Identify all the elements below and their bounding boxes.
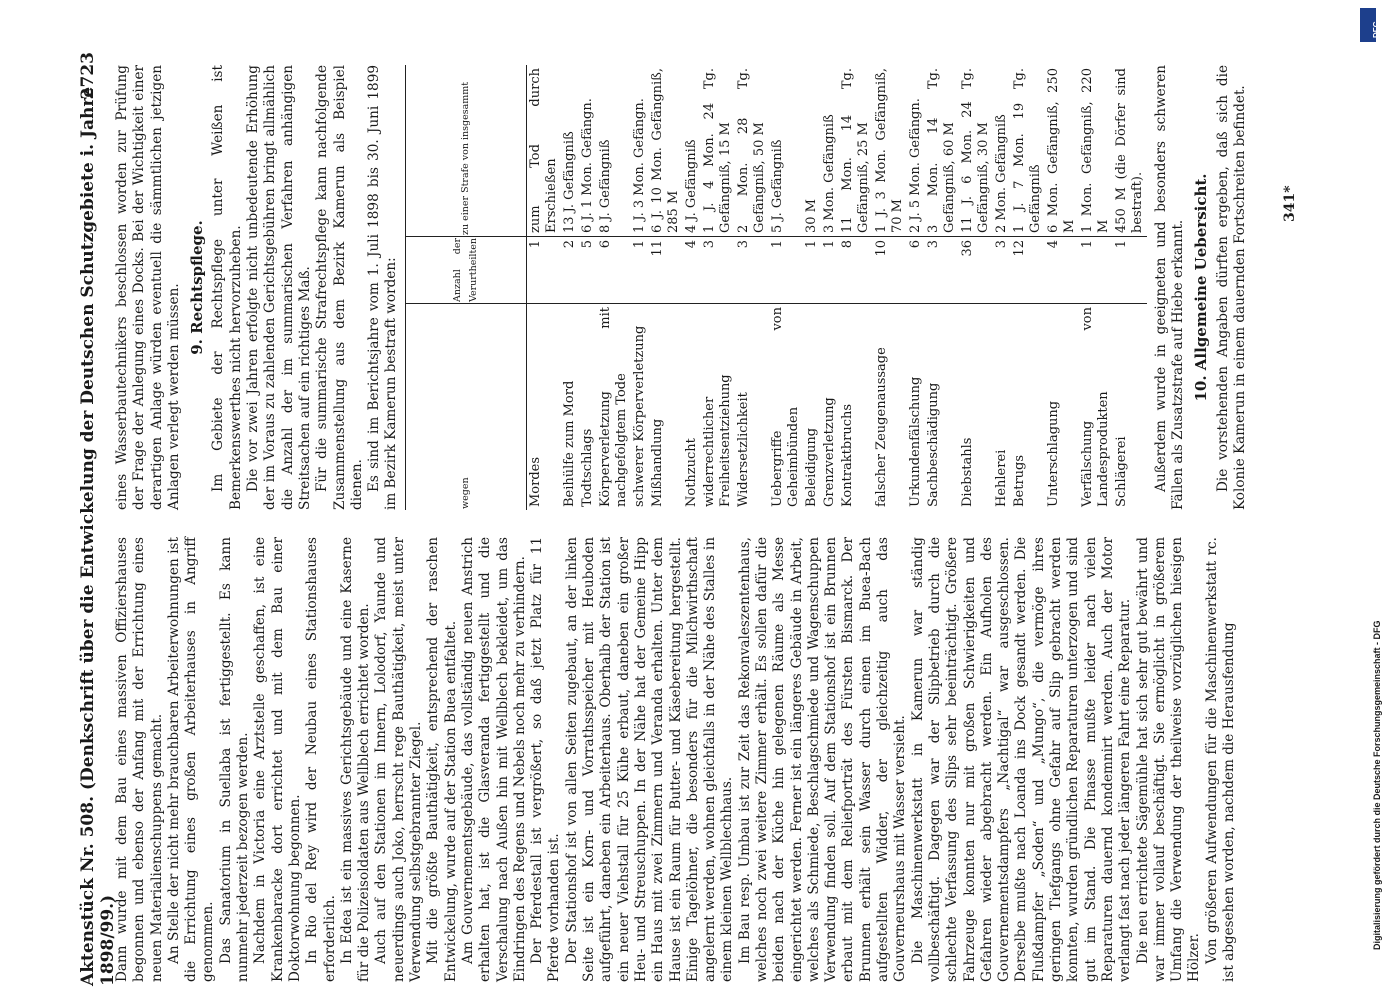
table-cell: 2 J. 5 Mon. Gefängn. [907,98,923,233]
table-row [701,65,735,510]
table-row [597,65,631,510]
paragraph: Das Sanatorium in Suellaba ist fertiggestellt. Es kann nunmehr jederzeit bezogen werden. [217,537,252,982]
paragraph: Dann wurde mit dem Bau eines massiven Offiziershauses begonnen und ebenso der Anfang mit der Errichtung eines neuen Materialienschuppens gemacht. [114,537,165,982]
paragraph: Mit die größte Bauthätigkeit, entsprechend der raschen Entwickelung, wurde auf der Station Buea entfaltet. [425,537,459,982]
table-cell: 1 Mon. Gefängniß, 220 M [1079,68,1111,233]
table-cell: 6 J. 10 Mon. Gefängniß, 285 M [649,68,681,233]
table-cell: Grenzverletzung [821,397,837,507]
table-row [649,65,683,510]
table-cell: Mordes [527,456,543,507]
table-header: Anzahl der Verurtheilten [405,237,526,304]
table-cell: Urkundenfälschung [907,376,923,507]
table-cell: Betrugs [1011,454,1027,507]
table-row [873,65,907,510]
paragraph: Außerdem wurde in geeigneten und besonders schweren Fällen als Zusatzstrafe auf Hiebe erkannt. [1152,65,1187,510]
table-row [1079,65,1113,510]
paragraph: Für die summarische Strafrechtspflege kann nachfolgende Zusammenstellung aus dem Bezirk Kamerun als Beispiel dienen. [314,65,365,510]
table-cell: 8 [839,237,873,304]
paragraph: Die vorstehenden Angaben dürften ergeben, daß sich die Kolonie Kamerun in einem dauernden Fortschreiten befindet. [1214,65,1248,510]
table-cell: 6 [907,237,925,304]
table-row [925,65,959,510]
table-cell: Diebstahls [959,437,975,507]
section-heading: 10. Allgemeine Uebersicht. [1192,173,1211,402]
table-cell: 1 J. 4 Mon. 24 Tg. Gefängniß, 15 M [701,68,733,233]
table-cell: 3 [925,237,959,304]
paragraph: Auch auf den Stationen im Innern, Lolodorf, Yaunde und neuerdings auch Joko, herrscht rege Bauthätigkeit, meist unter Verwendung selbstgebrannter Ziegel. [373,537,425,982]
paragraph: In Edea ist ein massives Gerichtsgebäude und eine Kaserne für die Polizeisoldaten aus Wellblech errichtet worden. [338,537,373,982]
table-cell: Nothzucht [683,438,699,507]
footer-page-number: 341* [1282,185,1298,222]
table-cell: Mißhandlung [649,418,665,507]
table-cell: 11 J. 6 Mon. 24 Tg. Gefängniß, 30 M [959,68,991,233]
table-cell: 10 [873,237,907,304]
table-cell: 3 [735,237,769,304]
table-row [803,65,821,510]
table-cell: 5 J. Gefängniß [769,139,785,233]
table-header: zu einer Strafe von insgesammt [405,65,526,237]
table-cell: Sachbeschädigung [925,382,941,507]
table-cell: Uebergriffe von Geheimbünden [769,307,801,507]
table-cell: 1 J. 7 Mon. 19 Tg. Gefängniß [1011,68,1043,233]
table-cell: 1 [526,237,561,304]
left-column [114,537,1238,982]
table-cell: 1 [1113,237,1147,304]
table-cell: 1 [769,237,803,304]
paragraph: Der Stationshof ist von allen Seiten zugebaut, an der linken Seite ist ein Korn- und Vorrathsspeicher mit Heuboden aufgeführt, daneben ein Arbeiterhaus. Oberhalb der Station ist ein neuer Viehstall für 25 Kühe erbaut, daneben ein großer Heu- und Streuschuppen. In der Nähe hat der Gemeine Hipp ein Haus mit zwei Zimmern und Veranda erhalten. Unter dem Hause ist ein Raum für Butter- und Käsebereitung hergestellt. Einige Tagelöhner, die besonders für die Milchwirthschaft angelernt werden, wohnen gleichfalls in der Nähe des Stalles in einem kleinen Wellblechhaus. [563,537,736,982]
table-cell: Schlägerei [1113,436,1129,507]
table-cell: Körperverletzung mit nachgefolgtem Tode [597,307,629,507]
table-cell: 5 [579,237,597,304]
table-cell: 36 [959,237,993,304]
convictions-table [405,65,1147,510]
table-cell: Verfälschung von Landesprodukten [1079,307,1111,507]
dfg-logo: DFG [1360,8,1376,42]
table-cell: Beleidigung [803,427,819,507]
paragraph: eines Wasserbautechnikers beschlossen worden zur Prüfung der Frage der Anlegung eines Docks. Bei der Wichtigkeit einer derartigen Anlage würden eventuell die sämmtlichen jetzigen Anlagen verlegt werden müssen. [114,65,182,510]
table-cell: 6 Mon. Gefängniß, 250 M [1045,68,1077,233]
table-header: wegen [405,304,526,511]
table-row [993,65,1011,510]
table-cell: 4 J. Gefängniß [683,139,699,233]
table-row [526,65,561,510]
table-cell: 1 J. 3 Mon. Gefängn. [631,98,647,233]
table-row [579,65,597,510]
paragraph: Es sind im Berichtsjahre vom 1. Juli 1898 bis 30. Juni 1899 im Bezirk Kamerun bestraft worden: [366,65,400,510]
header-title: Aktenstück Nr. 508. (Denkschrift über die Entwickelung der Deutschen Schutzgebiete i. Jahre 1898/99.) [78,86,118,986]
table-cell: 6 [597,237,631,304]
table-cell: 13 J. Gefängniß [561,131,577,233]
paragraph: Nachdem in Victoria eine Arztstelle geschaffen, ist eine Krankenbaracke dort errichtet und mit dem Bau einer Doktorwohnung begonnen. [252,537,303,982]
table-row [1011,65,1045,510]
table-cell: 450 M (die Dörfer sind bestraft). [1113,68,1145,233]
table-cell: widerrechtlicher Freiheitsentziehung [701,374,733,507]
table-cell: falscher Zeugenaussage [873,347,889,507]
paragraph: Von größeren Aufwendungen für die Maschinenwerkstatt rc. ist abgesehen worden, nachdem die Herausfendung [1203,537,1237,982]
digitization-note: Digitalisierung gefördert durch die Deutsche Forschungsgemeinschaft - DFG [1372,620,1382,950]
table-cell: 3 [701,237,735,304]
table-row [907,65,925,510]
table-row [959,65,993,510]
table-cell: 1 [631,237,649,304]
table-row [769,65,803,510]
table-cell: zum Tod durch Erschießen [527,68,559,233]
paragraph: An Stelle der nicht mehr brauchbaren Arbeiterwohnungen ist die Errichtung eines großen Arbeiterhauses in Angriff genommen. [165,537,217,982]
table-row [735,65,769,510]
paragraph: Die Maschinenwerkstatt in Kamerun war ständig vollbeschäftigt. Dagegen war der Slipbetrieb durch die schlechte Verfassung des Slips sehr beeinträchtigt. Größere Fahrzeuge konnten nur mit großen Schwierigkeiten und Gefahren wieder abgebracht werden. Ein Aufholen des Gouvernementsdampfers „Nachtigal“ war ausgeschlossen. Derselbe mußte nach Loanda ins Dock gesandt werden. Die Flußdampfer „Soden“ und „Mungo“, die vermöge ihres geringen Tiefgangs ohne Gefahr auf Slip gebracht werden konnten, wurden gründlichen Reparaturen unterzogen und sind gut im Stand. Die Pinasse mußte leider nach vielen Reparaturen dauernd kondemnirt werden. Auch der Motor verlangt fast nach jeder längeren Fahrt eine Reparatur. [909,537,1134,982]
table-cell: 4 [1045,237,1079,304]
table-row [821,65,839,510]
table-cell: 11 Mon. 14 Tg. Gefängniß, 25 M [839,68,871,233]
table-cell: 1 [1079,237,1113,304]
table-cell: 4 [683,237,701,304]
table-cell: 3 Mon. 14 Tg. Gefängniß, 60 M [925,68,957,233]
table-row [839,65,873,510]
table-cell: 1 [821,237,839,304]
table-cell: Widersetzlichkeit [735,392,751,507]
paragraph: Im Bau resp. Umbau ist zur Zeit das Rekonvaleszentenhaus, welches noch zwei weitere Zimmer erhält. Es sollen dafür die beiden nach der Küche hin gelegenen Räume als Messe eingerichtet werden. Ferner ist ein längeres Gebäude in Arbeit, welches als Schmiede, Beschlagschmiede und Wagenschuppen Verwendung finden soll. Auf dem Stationshof ist ein Brunnen erbaut mit dem Reliefporträt des Fürsten Bismarck. Der Brunnen erhält sein Wasser durch einen im Buea-Bach aufgestellten Widder, der gleichzeitig auch das Gouverneurshaus mit Wasser versieht. [736,537,909,982]
table-cell: 12 [1011,237,1045,304]
table-cell: schwerer Körperverletzung [631,325,647,507]
table-cell: 3 Mon. Gefängniß [821,114,837,233]
table-row [1113,65,1147,510]
table-row [631,65,649,510]
table-cell: 2 Mon. Gefängniß [993,114,1009,233]
paragraph: Im Gebiete der Rechtspflege unter Weißen ist Bemerkenswerthes nicht hervorzuheben. [210,65,244,510]
table-row [683,65,701,510]
table-cell: Hehlerei [993,449,1009,507]
right-column [114,65,1249,510]
header-page-number: 2723 [78,52,98,100]
paragraph: Die neu errichtete Sägemühle hat sich sehr gut bewährt und war immer vollauf beschäftigt. Sie ermöglicht in größerem Umfang die Verwendung der theilweise vorzüglichen hiesigen Hölzer. [1134,537,1203,982]
table-cell: 6 J. 1 Mon. Gefängn. [579,98,595,233]
table-cell: 8 J. Gefängniß [597,139,613,233]
paragraph: In Rio del Rey wird der Neubau eines Stationshauses erforderlich. [304,537,338,982]
table-cell: Beihülfe zum Mord [561,380,577,507]
paragraph: Am Gouvernementsgebäude, das vollständig neuen Anstrich erhalten hat, ist die Glasveranda fertiggestellt und die Verschalung nach Außen hin mit Wellblech bekleidet, um das Eindringen des Regens und Nebels noch mehr zu verhindern. [459,537,528,982]
table-cell: 2 Mon. 28 Tg. Gefängniß, 50 M [735,68,767,233]
table-cell: 2 [561,237,579,304]
table-row [561,65,579,510]
table-row [1045,65,1079,510]
table-cell: 1 J. 3 Mon. Gefängniß, 70 M [873,68,905,233]
table-cell: 3 [993,237,1011,304]
table-cell: Unterschlagung [1045,400,1061,507]
rotated-page [52,32,1357,992]
table-cell: 11 [649,237,683,304]
page-header [70,32,118,992]
table-cell: Todtschlags [579,428,595,507]
table-cell: Kontraktbruchs [839,403,855,507]
table-cell: 30 M [803,199,819,233]
paragraph: Der Pferdestall ist vergrößert, so daß jetzt Platz für 11 Pferde vorhanden ist. [529,537,563,982]
paragraph: Die vor zwei Jahren erfolgte nicht unbedeutende Erhöhung der im Voraus zu zahlenden Gerichtsgebühren bringt allmählich die Anzahl der im summarischen Verfahren anhängigen Streitsachen auf ein richtiges Maß. [245,65,313,510]
section-heading: 9. Rechtspflege. [188,220,207,355]
table-cell: 1 [803,237,821,304]
